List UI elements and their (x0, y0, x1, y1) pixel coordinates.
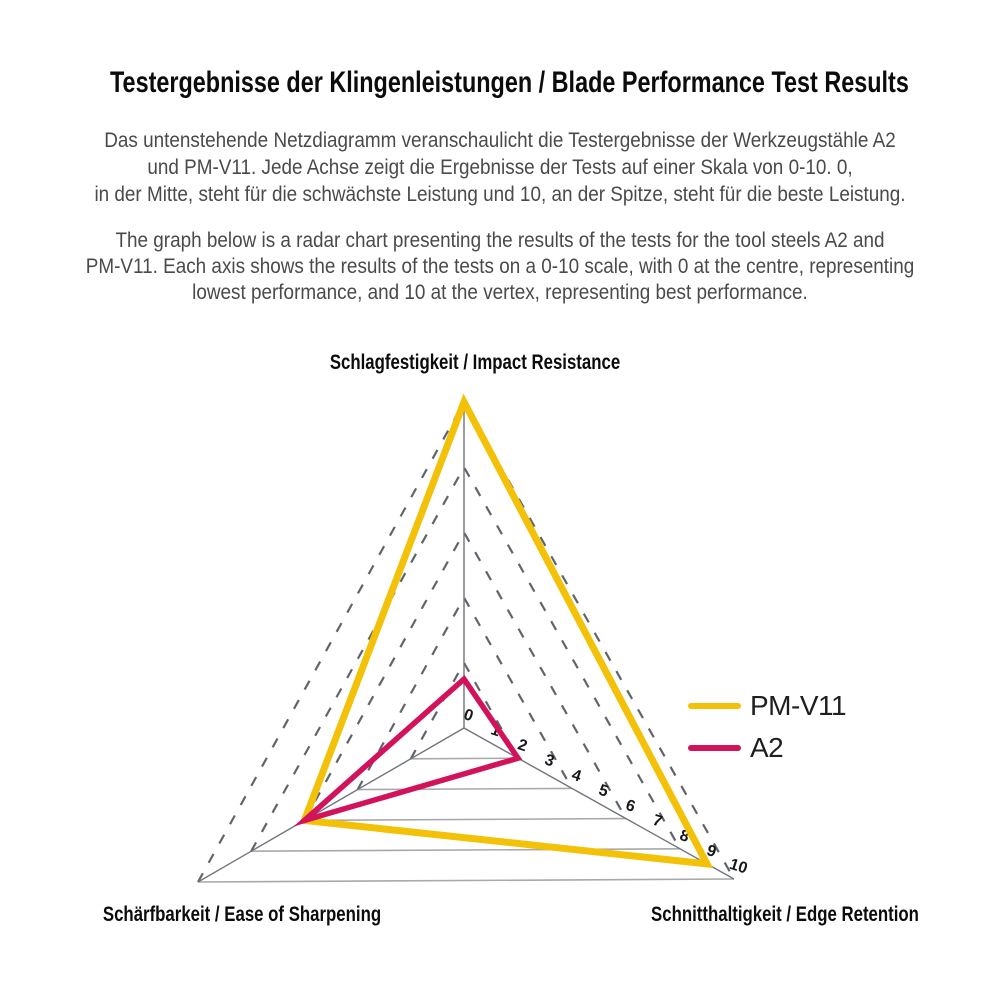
intro-german-line-3: in der Mitte, steht für die schwächste Leistung und 10, an der Spitze, steht für die beste Leistung. (94, 183, 906, 206)
intro-german-line-2: und PM-V11. Jede Achse zeigt die Ergebnisse der Tests auf einer Skala von 0-10. 0, (147, 156, 853, 179)
legend-item-pmv11 (688, 685, 846, 727)
intro-english-line-3: lowest performance, and 10 at the vertex, representing best performance. (192, 281, 808, 304)
intro-english-line-2: PM-V11. Each axis shows the results of the tests on a 0-10 scale, with 0 at the centre, representing (85, 255, 915, 278)
series-polygon-pm-v11 (304, 402, 707, 864)
axis-label-impact-resistance: Schlagfestigkeit / Impact Resistance (329, 351, 621, 374)
series-polygon-a2 (304, 679, 518, 820)
legend-item-a2 (688, 727, 846, 769)
grid-baseline-level-10 (198, 879, 734, 882)
tick-label-8: 8 (677, 827, 692, 846)
grid-dashed-level-10 (198, 402, 734, 882)
page-title: Testergebnisse der Klingenleistungen / Blade Performance Test Results (110, 66, 909, 99)
tick-label-7: 7 (650, 811, 665, 831)
pmv11-line-swatch (688, 703, 741, 709)
tick-label-5: 5 (596, 781, 611, 801)
tick-label-9: 9 (704, 842, 719, 862)
grid-baseline-level-2 (411, 758, 518, 759)
tick-label-2: 2 (515, 736, 530, 756)
tick-label-0: 0 (461, 706, 476, 726)
grid-baseline-level-6 (304, 819, 626, 821)
legend-label-a2: A2 (750, 732, 784, 763)
legend-label-pmv11: PM-V11 (750, 690, 847, 721)
tick-label-3: 3 (542, 751, 557, 771)
tick-label-10: 10 (727, 855, 750, 878)
chart-legend (688, 685, 846, 769)
grid-dashed-level-4 (358, 598, 572, 790)
tick-label-1: 1 (488, 721, 503, 741)
a2-line-swatch (688, 745, 741, 751)
axis-label-edge-retention: Schnitthaltigkeit / Edge Retention (651, 903, 919, 926)
grid-baseline-level-4 (358, 788, 572, 789)
axis-label-ease-of-sharpening: Schärfbarkeit / Ease of Sharpening (102, 903, 382, 926)
intro-english-line-1: The graph below is a radar chart presenting the results of the tests for the tool steels A2 and (115, 229, 885, 252)
tick-label-4: 4 (569, 766, 584, 786)
intro-german-line-1: Das untenstehende Netzdiagramm veranschaulicht die Testergebnisse der Werkzeugstähle A2 (104, 129, 896, 152)
tick-label-6: 6 (623, 796, 638, 816)
